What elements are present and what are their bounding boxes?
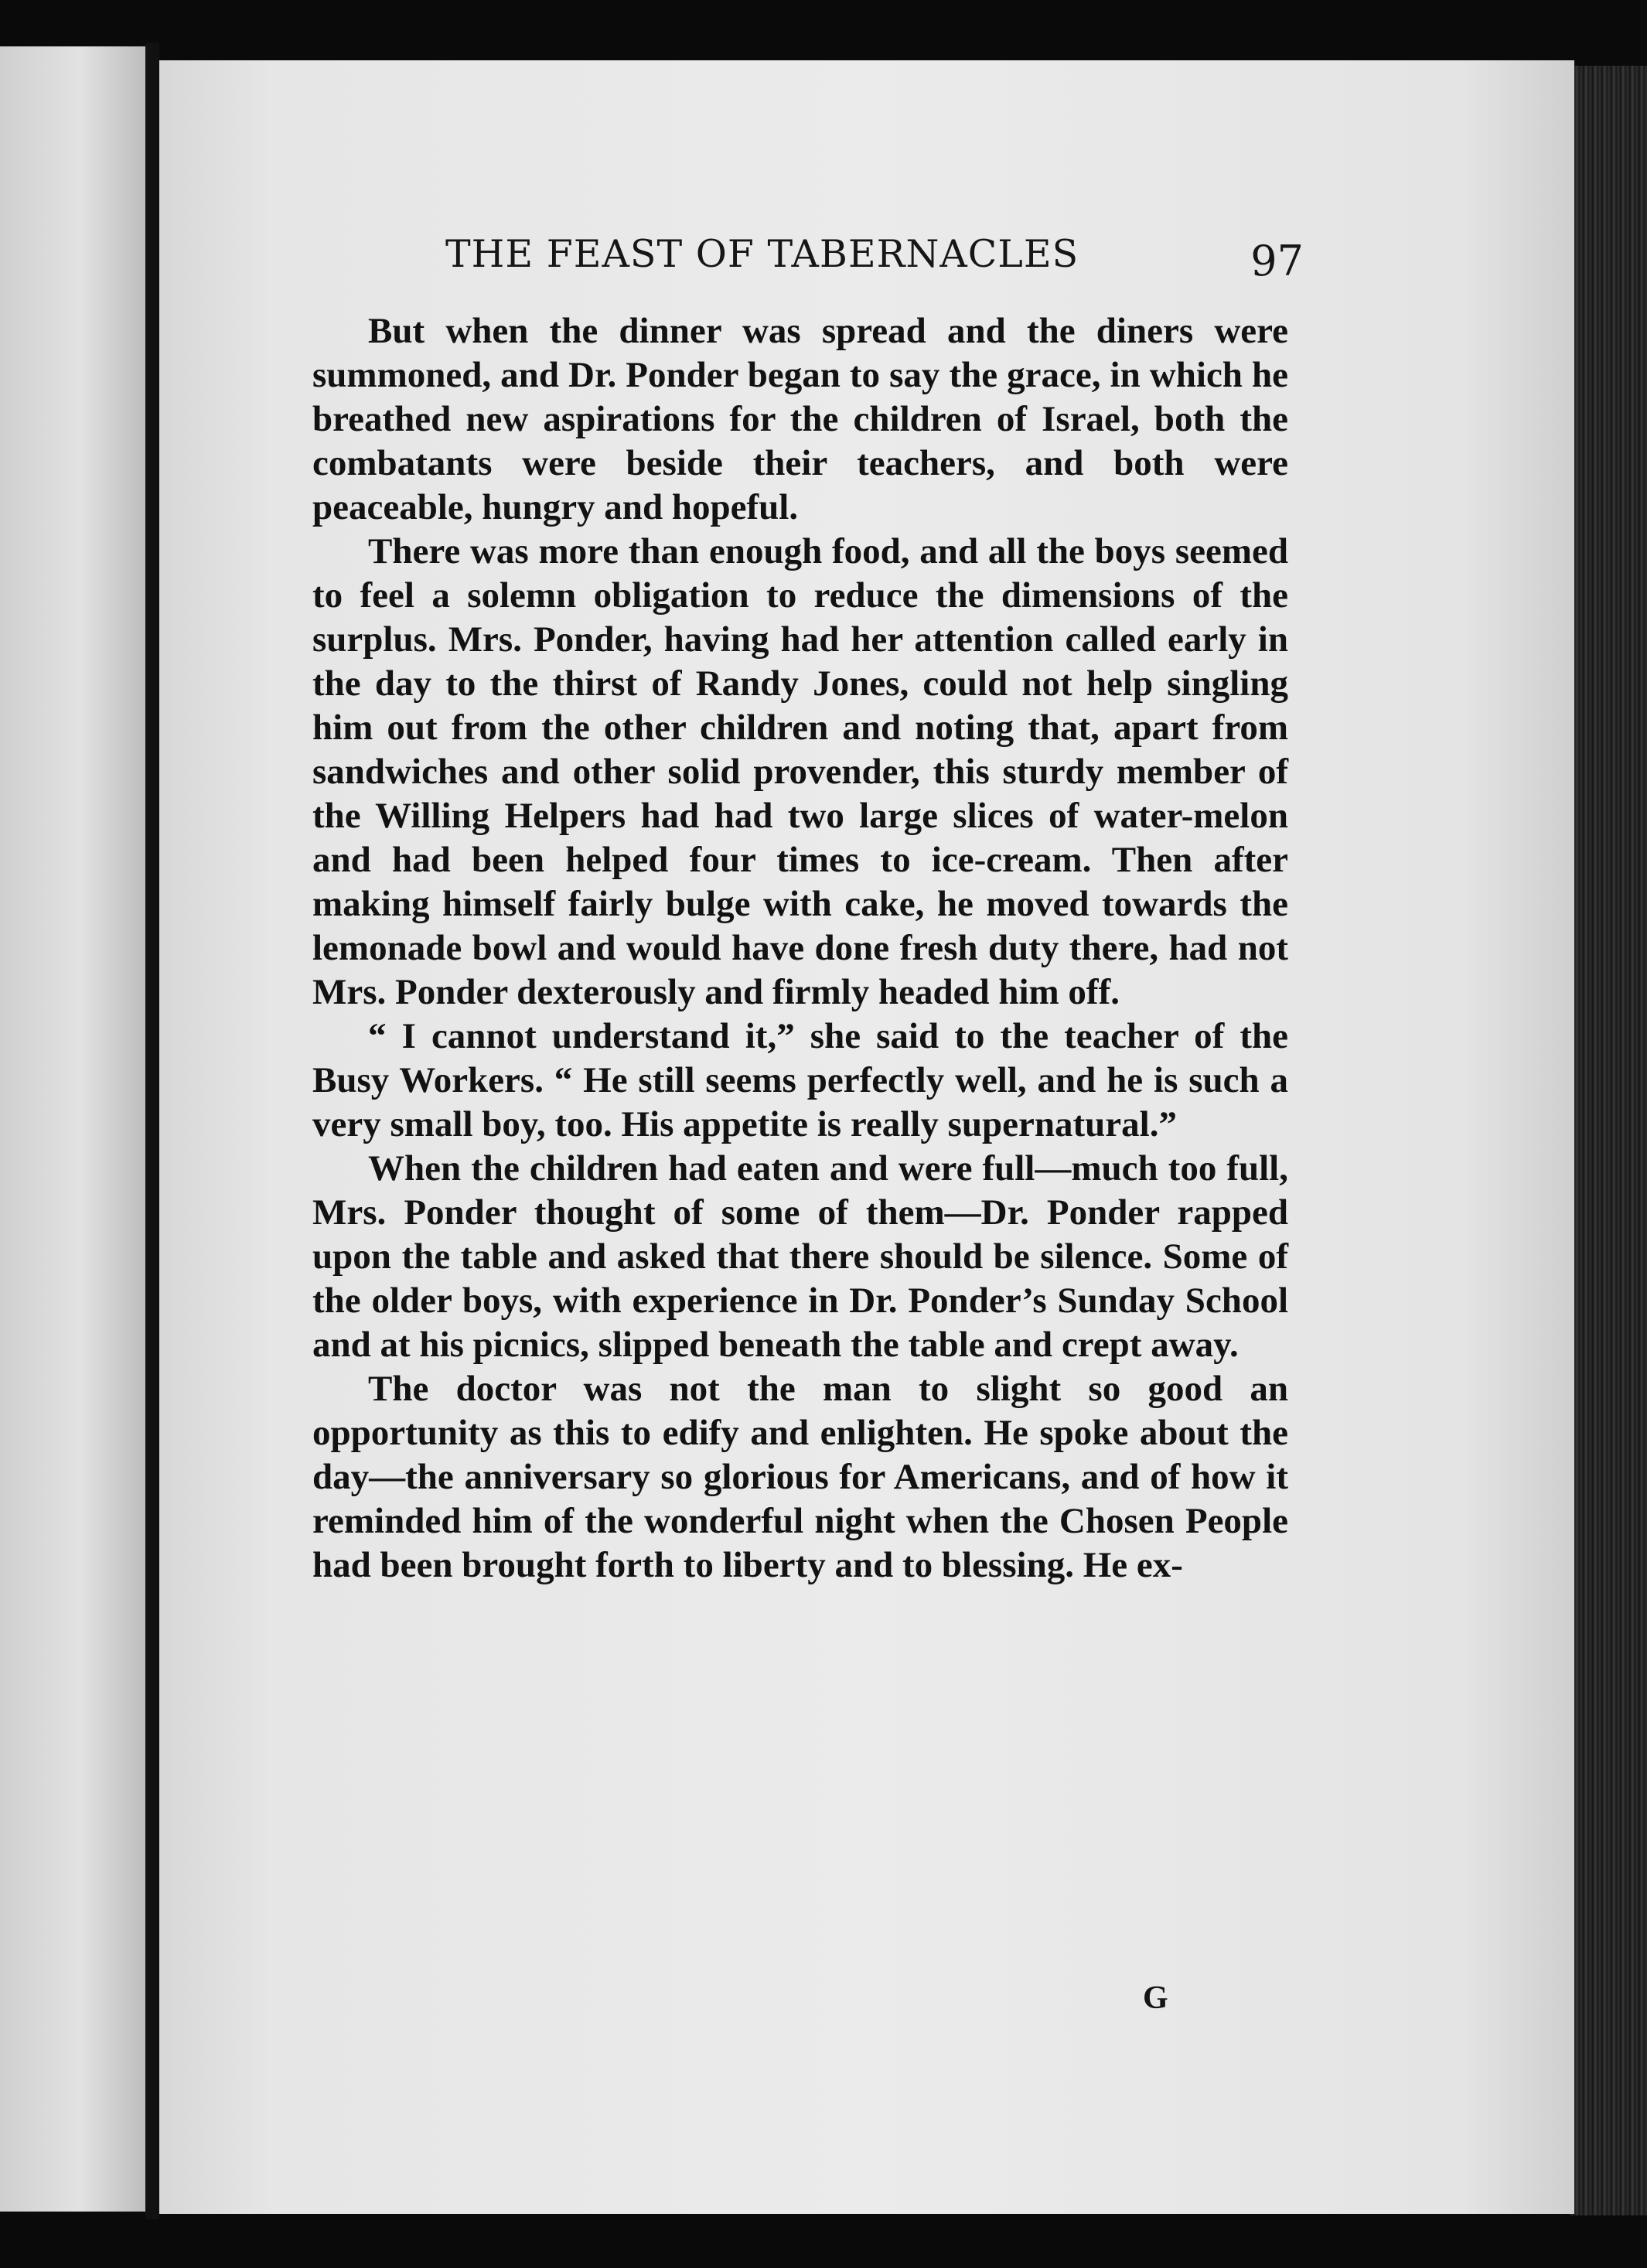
paragraph: When the children had eaten and were full—much too full, Mrs. Ponder thought of some of them—Dr. Ponder rapped upon the table and asked that there should be silence. Some of the older boys, with experience in Dr. Ponder’s Sunday School and at his picnics, slipped beneath the table and crept away.	[312, 1148, 1288, 1365]
page-body-text	[312, 309, 1288, 1588]
running-title: THE FEAST OF TABERNACLES	[445, 232, 1079, 276]
signature-mark: G	[1143, 1980, 1168, 2016]
paragraph: “ I cannot understand it,” she said to the teacher of the Busy Workers. “ He still seems perfectly well, and he is such a very small boy, too. His appetite is really supernatural.”	[312, 1016, 1288, 1144]
paragraph: The doctor was not the man to slight so good an opportunity as this to edify and enlighten. He spoke about the day—the anniversary so glorious for Americans, and of how it reminded him of the wonderful night when the Chosen People had been brought forth to liberty and to blessing. He ex-	[312, 1369, 1288, 1585]
paragraph: But when the dinner was spread and the diners were summoned, and Dr. Ponder began to say the grace, in which he breathed new aspirations for the children of Israel, both the combatants were beside their teachers, and both were peaceable, hungry and hopeful.	[312, 311, 1288, 527]
paragraph: There was more than enough food, and all the boys seemed to feel a solemn obligation to reduce the dimensions of the surplus. Mrs. Ponder, having had her attention called early in the day to the thirst of Randy Jones, could not help singling him out from the other children and noting that, apart from sandwiches and other solid provender, this sturdy member of the Willing Helpers had had two large slices of water-melon and had been helped four times to ice-cream. Then after making himself fairly bulge with cake, he moved towards the lemonade bowl and would have done fresh duty there, had not Mrs. Ponder dexterously and firmly headed him off.	[312, 531, 1288, 1012]
facing-page-edge	[0, 46, 145, 2212]
page-header	[445, 232, 1304, 294]
book-gutter	[145, 43, 159, 2219]
page-number: 97	[1250, 237, 1304, 285]
page-block-edge	[1570, 66, 1647, 2215]
